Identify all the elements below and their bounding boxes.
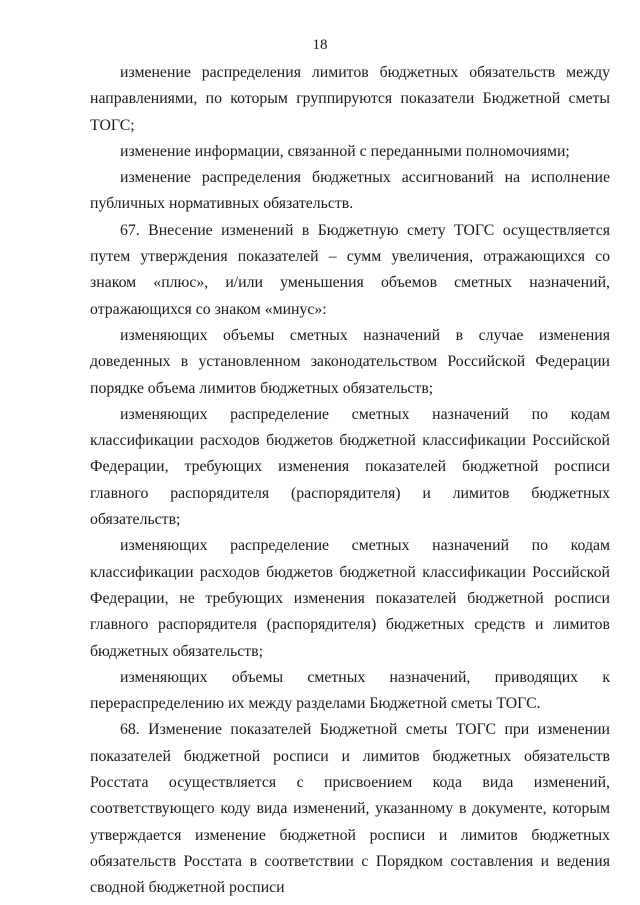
paragraph-changing-volumes: изменяющих объемы сметных назначений в случае изменения доведенных в установленном законодательством Российской Федерации порядке объема лимитов бюджетных обязательств; xyxy=(90,326,610,397)
paragraph-changing-distribution-not-required: изменяющих распределение сметных назначений по кодам классификации расходов бюджетов бюджетной классификации Российской Федерации, не требующих изменения показателей бюджетной росписи главного распорядителя (распорядителя) бюджетных средств и лимитов бюджетных обязательств; xyxy=(90,537,610,660)
paragraph-public-obligations: изменение распределения бюджетных ассигнований на исполнение публичных нормативных обязательств. xyxy=(90,169,610,213)
paragraph-delegated-powers: изменение информации, связанной с переданными полномочиями; xyxy=(120,142,570,160)
paragraph-redistribution-sections: изменяющих объемы сметных назначений, приводящих к перераспределению их между разделами Бюджетной сметы ТОГС. xyxy=(90,668,610,713)
body-text xyxy=(90,60,610,902)
paragraph-item-68: 68. Изменение показателей Бюджетной сметы ТОГС при изменении показателей бюджетной росписи и лимитов бюджетных обязательств Росстата осуществляется с присвоением кода вида изменений, соответствующего коду вида изменений, указанному в документе, которым утверждается изменение бюджетной росписи и лимитов бюджетных обязательств Росстата в соответствии с Порядком составления и ведения сводной бюджетной росписи xyxy=(90,721,610,897)
paragraph-changing-distribution-required: изменяющих распределение сметных назначений по кодам классификации расходов бюджетов бюджетной классификации Российской Федерации, требующих изменения показателей бюджетной росписи главного распорядителя (распорядителя) и лимитов бюджетных обязательств; xyxy=(90,405,610,529)
paragraph-item-67: 67. Внесение изменений в Бюджетную смету ТОГС осуществляется путем утверждения показателей – сумм увеличения, отражающихся со знаком «плюс», и/или уменьшения объемов сметных назначений, отражающихся со знаком «минус»: xyxy=(90,221,610,318)
page-number: 18 xyxy=(312,37,328,53)
paragraph-limits-distribution: изменение распределения лимитов бюджетных обязательств между направлениями, по которым группируются показатели Бюджетной сметы ТОГС; xyxy=(90,64,610,134)
